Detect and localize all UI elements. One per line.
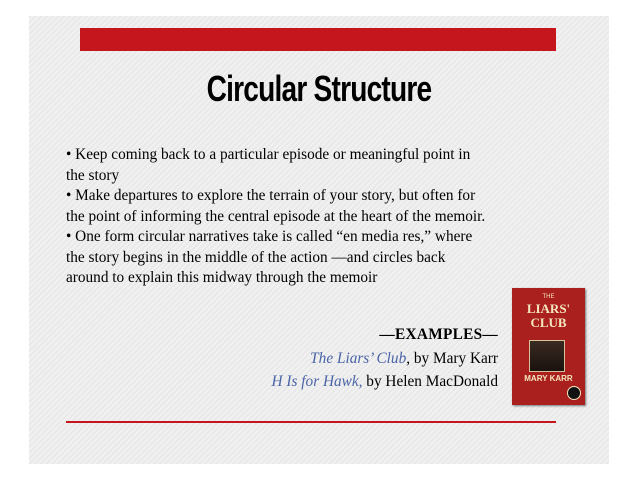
bullet-item: • Keep coming back to a particular episode or meaningful point in the story: [66, 146, 471, 184]
top-accent-bar: [80, 28, 556, 51]
example-book-title: H Is for Hawk,: [271, 373, 363, 390]
cover-photo: [529, 340, 565, 372]
slide: [29, 16, 609, 464]
example-byline: , by Mary Karr: [406, 350, 498, 367]
example-byline: by Helen MacDonald: [362, 373, 498, 390]
bottom-accent-line: [66, 421, 556, 423]
bullet-list: [66, 145, 486, 289]
example-item: [272, 373, 498, 391]
cover-title: LIARS' CLUB: [526, 301, 571, 330]
bullet-item: • One form circular narratives take is called “en media res,” where the story begins in the middle of the action —and circles back around to explain this midway through the memoir: [66, 228, 473, 286]
example-book-title: The Liars’ Club: [310, 350, 407, 367]
example-item: [310, 350, 498, 368]
bullet-item: • Make departures to explore the terrain of your story, but often for the point of informing the central episode at the heart of the memoir.: [66, 187, 486, 225]
slide-title: Circular Structure: [206, 68, 432, 109]
examples-heading: —EXAMPLES—: [379, 326, 498, 343]
cover-author: MARY KARR: [524, 374, 573, 383]
book-cover-image: [512, 288, 585, 405]
award-seal-icon: [567, 386, 581, 400]
cover-kicker: THE: [542, 294, 555, 300]
